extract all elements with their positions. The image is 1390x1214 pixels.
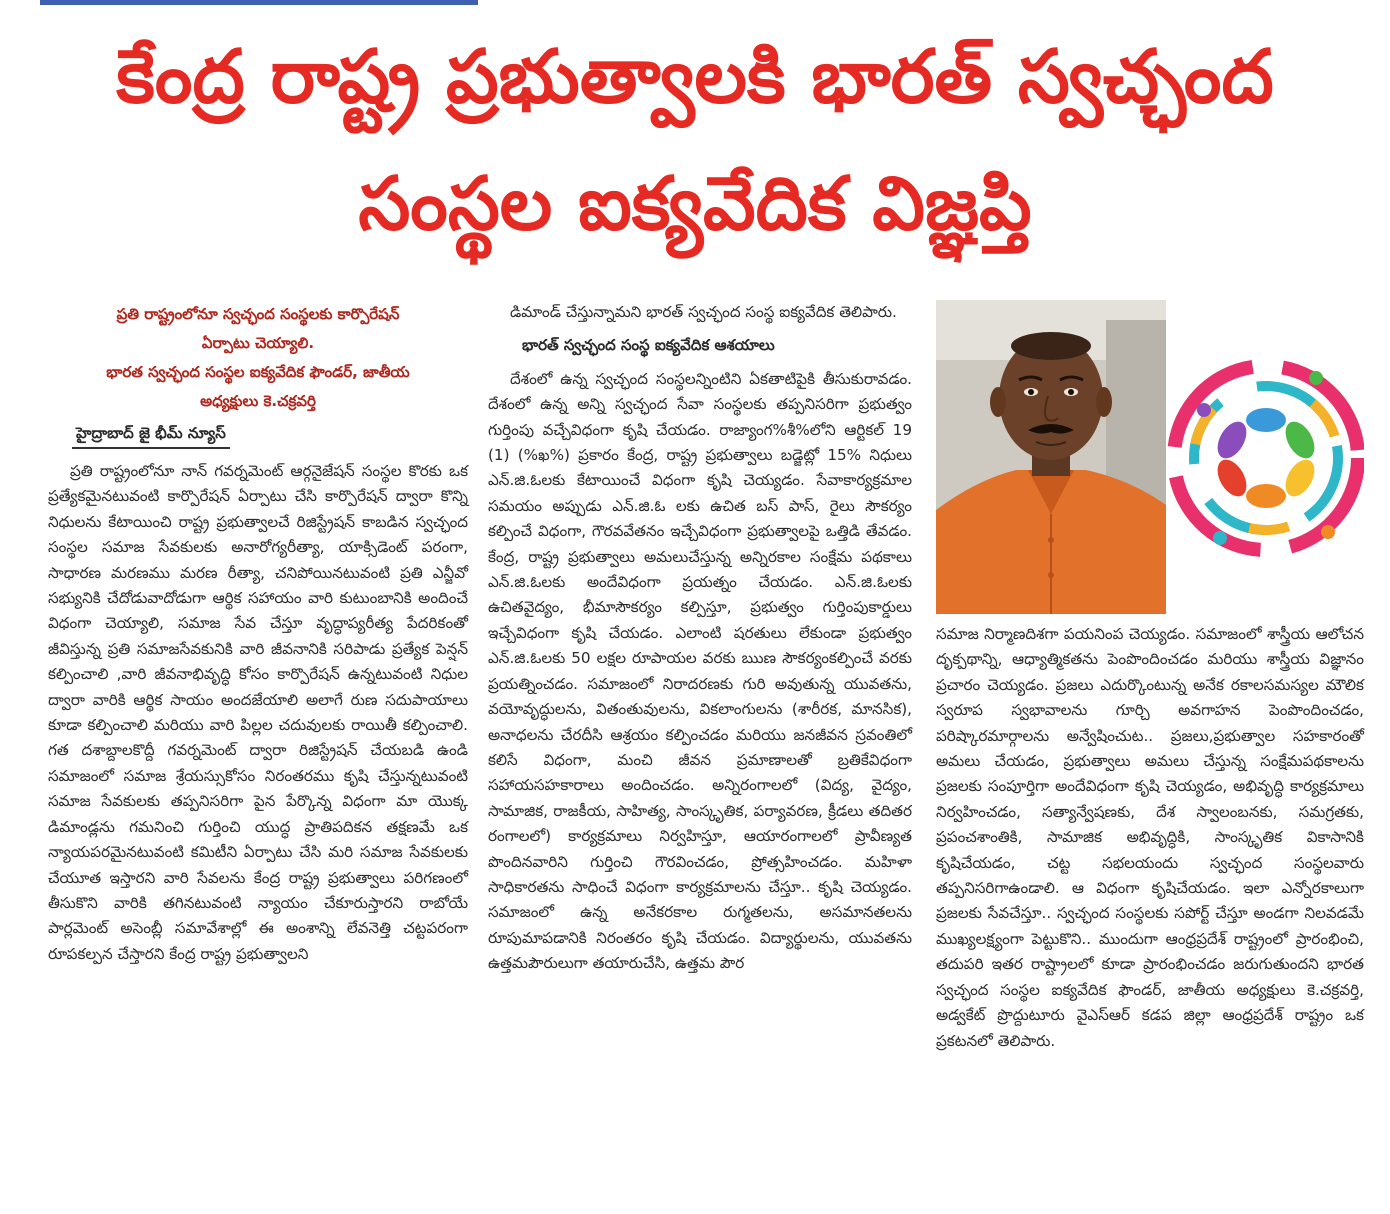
article-column-1 <box>48 300 468 967</box>
highlight-line: అధ్యక్షులు కె.చక్రవర్తి <box>200 392 316 410</box>
article-body-column-2-intro: డిమాండ్ చేస్తున్నామని భారత్ స్వచ్ఛంద సంస్థ ఐక్యవేదిక తెలిపారు. <box>510 303 897 321</box>
highlight-line: ఏర్పాటు చెయ్యాలి. <box>201 334 315 352</box>
highlight-line: ప్రతి రాష్ట్రంలోనూ స్వచ్ఛంద సంస్థలకు కార్పొరేషన్ <box>116 305 400 323</box>
article-body-column-1: ప్రతి రాష్ట్రంలోనూ నాన్ గవర్నమెంట్ ఆర్గనైజేషన్ సంస్థల కొరకు ఒక ప్రత్యేకమైనటువంటి కార్పొరేషన్ ఏర్పాటు చేసి కార్పొరేషన్ ద్వారా కొన్ని నిధులను కేటాయించి రాష్ట్ర ప్రభుత్వాలచే రిజిస్ట్రేషన్ కాబడిన స్వచ్ఛంద సంస్థల సమాజ సేవకులకు అనారోగ్యరీత్యా, యాక్సిడెంట్ పరంగా, సాధారణ మరణము మరణ రీత్యా, చనిపోయినటువంటి ప్రతి ఎన్జీవో సభ్యునికి చేదోడువాదోడుగా ఆర్థిక సహాయం వారి కుటుంబానికి అందించే విధంగా చెయ్యాలి, సమాజ సేవ చేస్తూ వృద్ధాప్యరీత్య పేదరికంతో జీవిస్తున్న ప్రతి సమాజసేవకునికి వారి జీవనానికి సరిపాడు ప్రత్యేక పెన్షన్ కల్పించాలి ,వారి జీవనాభివృద్ధి కోసం కార్పొరేషన్ ఉన్నటువంటి నిధుల ద్వారా వారికి ఆర్థిక సాయం అందజేయాలి అలాగే రుణ సదుపాయాలు కూడా కల్పించాలి మరియు వారి పిల్లల చదువులకు రాయితీ కల్పించాలి. గత దశాబ్దాలకొద్దీ గవర్నమెంట్ ద్వారా రిజిస్ట్రేషన్ చేయబడి ఉండి సమాజంలో సమాజ శ్రేయస్సుకోసం నిరంతరము కృషి చేస్తున్నటువంటి సమాజ సేవకులకు తప్పనిసరిగా పైన పేర్కొన్న విధంగా మా యొక్క డిమాండ్లను గమనించి గుర్తించి యుద్ధ ప్రాతిపదికన తక్షణమే ఒక న్యాయపరమైనటువంటి కమిటీని ఏర్పాటు చేసి మరి సమాజ సేవకులకు చేయూత ఇస్తారని వారి సేవలను కేంద్ర రాష్ట్ర ప్రభుత్వాలు పరిగణంలో తీసుకొని వారికి తగినటువంటి న్యాయం చేకూరుస్తారని రాబోయే పార్లమెంట్ అసెంబ్లీ సమావేశాల్లో ఈ అంశాన్ని లేవనెత్తి చట్టపరంగా రూపకల్పన చేస్తారని కేంద్ర రాష్ట్ర ప్రభుత్వాలని <box>48 462 468 963</box>
headline-line-1: కేంద్ర రాష్ట్ర ప్రభుత్వాలకి భారత్ స్వచ్ఛంద <box>116 34 1274 120</box>
article-photo <box>936 300 1364 614</box>
organisation-logo-image <box>1166 300 1364 614</box>
headline <box>0 10 1390 272</box>
highlight-line: భారత స్వచ్ఛంద సంస్థల ఐక్యవేదిక ఫౌండర్, జాతీయ <box>106 363 410 381</box>
dateline: హైద్రాబాద్ జై భీమ్ న్యూస్ <box>72 420 230 449</box>
article-body-column-3: సమాజ నిర్మాణదిశగా పయనింప చెయ్యడం. సమాజంలో శాస్త్రీయ ఆలోచన దృక్పథాన్ని, ఆధ్యాత్మికతను పెంపొందించడం మరియు శాస్త్రీయ విజ్ఞానం ప్రచారం చెయ్యడం. ప్రజలు ఎదుర్కొంటున్న అనేక రకాలసమస్యల మౌలిక స్వరూప స్వభావాలను గూర్చి అవగాహన పెంపొందించడం, పరిష్కారమార్గాలను అన్వేషించుట.. ప్రజలు,ప్రభుత్వాల సహకారంతో అమలు చేయడం, ప్రభుత్వాలు అమలు చేస్తున్న సంక్షేమపథకాలను ప్రజలకు సంపూర్తిగా అందేవిధంగా కృషి చెయ్యడం, అభివృద్ధి కార్యక్రమాలు నిర్వహించడం, సత్యాన్వేషణకు, దేశ స్వాలంబనకు, సమగ్రతకు, ప్రపంచశాంతికి, సామాజిక అభివృద్ధికి, సాంస్కృతిక వికాసానికి కృషిచేయడం, చట్ట సభలయందు స్వచ్ఛంద సంస్థలవారు తప్పనిసరిగాఉండాలి. ఆ విధంగా కృషిచేయడం. ఇలా ఎన్నోరకాలుగా ప్రజలకు సేవచేస్తూ.. స్వచ్ఛంద సంస్థలకు సపోర్ట్ చేస్తూ అండగా నిలవడమే ముఖ్యలక్ష్యంగా పెట్టుకొని.. ముందుగా ఆంధ్రప్రదేశ్ రాష్ట్రంలో ప్రారంభించి, తదుపరి ఇతర రాష్ట్రాలలో కూడా ప్రారంభించడం జరుగుతుందని భారత స్వచ్ఛంద సంస్థల ఐక్యవేదిక ఫౌండర్, జాతీయ అధ్యక్షులు కె.చక్రవర్తి, అడ్వకేట్ ప్రొద్దుటూరు వైఎస్ఆర్ కడప జిల్లా ఆంధ్రప్రదేశ్ రాష్ట్రం ఒక ప్రకటనలో తెలిపారు. <box>936 625 1364 1050</box>
top-accent-bar <box>40 0 478 5</box>
article-body-column-2: దేశంలో ఉన్న స్వచ్ఛంద సంస్థలన్నింటిని ఏకతాటిపైకి తీసుకురావడం. దేశంలో ఉన్న అన్ని స్వచ్ఛంద సేవా సంస్థలకు తప్పనిసరిగా ప్రభుత్వం గుర్తింపు వచ్చేవిధంగా కృషి చేయడం. రాజ్యాంగ%శీ%లోని ఆర్టికల్ 19 (1) (%ఖ%) ప్రకారం కేంద్ర, రాష్ట్ర ప్రభుత్వాలు బడ్జెట్లో 15% నిధులు ఎన్.జి.ఓలకు కేటాయించే విధంగా కృషి చెయ్యడం. సేవాకార్యక్రమాల సమయం అప్పుడు ఎన్.జి.ఓ లకు ఉచిత బస్ పాస్, రైలు సౌకర్యం కల్పించే విధంగా, గౌరవవేతనం ఇచ్చేవిధంగా ప్రభుత్వాలపై ఒత్తిడి తేవడం. కేంద్ర, రాష్ట్ర ప్రభుత్వాలు అమలుచేస్తున్న అన్నిరకాల సంక్షేమ పథకాలు ఎన్.జి.ఓలకు అందేవిధంగా ప్రయత్నం చేయడం. ఎన్.జి.ఓలకు ఉచితవైద్యం, భీమాసౌకర్యం కల్పిస్తూ, ప్రభుత్వం గుర్తింపుకార్డులు ఇచ్చేవిధంగా కృషి చేయడం. ఎలాంటి షరతులు లేకుండా ప్రభుత్వం ఎన్.జి.ఓలకు 50 లక్షల రూపాయల వరకు ఋణ సౌకర్యంకల్పించే వరకు ప్రయత్నించడం. సమాజంలో నిరాదరణకు గురి అవుతున్న యువతను, వయోవృద్ధులను, వితంతువులను, వికలాంగులను (శారీరక, మానసిక), అనాధలను చేరదీసి ఆశ్రయం కల్పించడం మరియు జనజీవన స్రవంతిలో కలిసే విధంగా, మంచి జీవన ప్రమాణాలతో బ్రతికేవిధంగా సహాయసహకారాలు అందించడం. అన్నిరంగాలలో (విద్య, వైద్యం, సామాజిక, రాజకీయ, సాహిత్య, సాంస్కృతిక, పర్యావరణ, క్రీడలు తదితర రంగాలలో) కార్యక్రమాలు నిర్వహిస్తూ, ఆయారంగాలలో ప్రావీణ్యత పొందినవారిని గుర్తించి గౌరవించడం, ప్రోత్సహించడం. మహిళా సాధికారతను సాధించే విధంగా కార్యక్రమాలను చేస్తూ.. కృషి చెయ్యడం. సమాజంలో ఉన్న అనేకరకాల రుగ్మతలను, అసమానతలను రూపుమాపడానికి నిరంతరం కృషి చేయడం. విద్యార్థులను, యువతను ఉత్తమపౌరులుగా తయారుచేసి, ఉత్తమ పౌర <box>488 369 912 973</box>
section-subheading: భారత్ స్వచ్ఛంద సంస్థ ఐక్యవేదిక ఆశయాలు <box>522 336 775 355</box>
article-column-2 <box>488 300 912 977</box>
person-portrait-image <box>936 300 1166 614</box>
article-column-3 <box>936 622 1364 1054</box>
headline-line-2: సంస్థల ఐక్యవేదిక విజ్ఞప్తి <box>358 161 1032 247</box>
article-highlights <box>48 300 468 416</box>
